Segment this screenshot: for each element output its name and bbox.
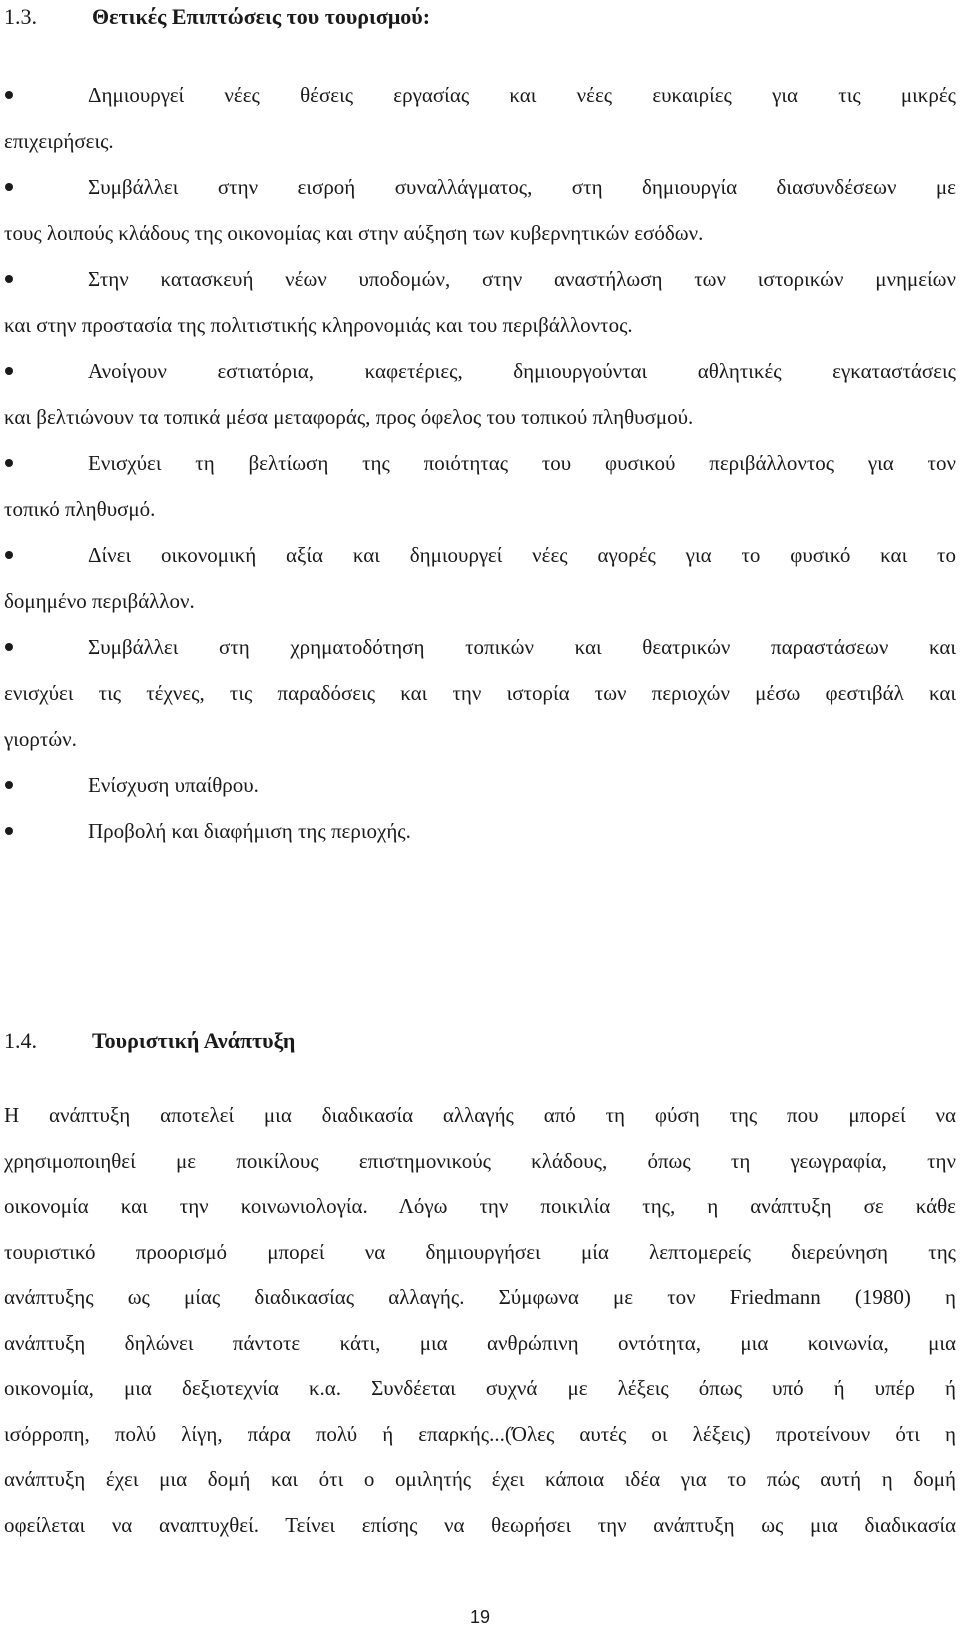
development-paragraph — [4, 1093, 956, 1548]
bullet-icon — [5, 459, 13, 467]
list-item — [0, 762, 960, 808]
list-item-line: δομημένο περιβάλλον. — [4, 589, 195, 613]
paragraph-line: χρησιμοποιηθεί με ποικίλους επιστημονικούς κλάδους, όπως τη γεωγραφία, την — [4, 1148, 956, 1173]
list-item-line: τους λοιπούς κλάδους της οικονομίας και στην αύξηση των κυβερνητικών εσόδων. — [4, 221, 704, 245]
list-item-line: ενισχύει τις τέχνες, τις παραδόσεις και την ιστορία των περιοχών μέσω φεστιβάλ και — [4, 681, 956, 705]
list-item — [0, 348, 960, 440]
list-item — [0, 256, 960, 348]
paragraph-line: τουριστικό προορισμό μπορεί να δημιουργήσει μία λεπτομερείς διερεύνηση της — [4, 1239, 956, 1264]
bullet-icon — [5, 183, 13, 191]
paragraph-line: οικονομία και την κοινωνιολογία. Λόγω την ποικιλία της, η ανάπτυξη σε κάθε — [4, 1194, 956, 1218]
list-item-line: Δημιουργεί νέες θέσεις εργασίας και νέες ευκαιρίες για τις μικρές — [88, 83, 956, 107]
list-item-line: και στην προστασία της πολιτιστικής κληρονομιάς και του περιβάλλοντος. — [4, 313, 633, 337]
list-item-line: Ενισχύει τη βελτίωση της ποιότητας του φυσικού περιβάλλοντος για τον — [88, 451, 956, 475]
page-number: 19 — [469, 1607, 491, 1627]
list-item-line: γιορτών. — [4, 727, 77, 751]
section-number: 1.3. — [4, 4, 37, 29]
list-item-line: Ενίσχυση υπαίθρου. — [88, 773, 259, 797]
paragraph-line: ανάπτυξη έχει μια δομή και ότι ο ομιλητής έχει κάποια ιδέα για το πώς αυτή η δομή — [4, 1467, 956, 1491]
list-item-line: επιχειρήσεις. — [4, 129, 114, 153]
paragraph-line: ισόρροπη, πολύ λίγη, πάρα πολύ ή επαρκής...(Όλες αυτές οι λέξεις) προτείνουν ότι η — [4, 1421, 956, 1446]
paragraph-line: ανάπτυξης ως μίας διαδικασίας αλλαγής. Σύμφωνα με τον Friedmann (1980) η — [4, 1285, 956, 1309]
list-item — [0, 164, 960, 256]
list-item-line: Συμβάλλει στη χρηματοδότηση τοπικών και θεατρικών παραστάσεων και — [88, 635, 956, 659]
paragraph-line: Η ανάπτυξη αποτελεί μια διαδικασία αλλαγής από τη φύση της που μπορεί να — [4, 1103, 956, 1127]
list-item — [0, 624, 960, 762]
list-item-line: Ανοίγουν εστιατόρια, καφετέριες, δημιουργούνται αθλητικές εγκαταστάσεις — [88, 359, 956, 383]
paragraph-line: οικονομία, μια δεξιοτεχνία κ.α. Συνδέεται συχνά με λέξεις όπως υπό ή υπέρ ή — [4, 1376, 956, 1400]
list-item — [0, 808, 960, 854]
bullet-icon — [5, 551, 13, 559]
bullet-icon — [5, 367, 13, 375]
section-number: 1.4. — [4, 1028, 37, 1053]
section-title: Τουριστική Ανάπτυξη — [92, 1028, 296, 1053]
paragraph-line: ανάπτυξη δηλώνει πάντοτε κάτι, μια ανθρώπινη οντότητα, μια κοινωνία, μια — [4, 1330, 956, 1355]
bullet-icon — [5, 275, 13, 283]
positive-effects-list — [0, 72, 960, 854]
bullet-icon — [5, 781, 13, 789]
section-title: Θετικές Επιπτώσεις του τουρισμού: — [92, 4, 431, 29]
list-item — [0, 532, 960, 624]
bullet-icon — [5, 827, 13, 835]
list-item — [0, 440, 960, 532]
list-item-line: Δίνει οικονομική αξία και δημιουργεί νέες αγορές για το φυσικό και το — [88, 543, 956, 567]
list-item-line: Στην κατασκευή νέων υποδομών, στην αναστήλωση των ιστορικών μνημείων — [88, 267, 956, 291]
bullet-icon — [5, 91, 13, 99]
list-item-line: Συμβάλλει στην εισροή συναλλάγματος, στη δημιουργία διασυνδέσεων με — [88, 175, 956, 199]
list-item-line: και βελτιώνουν τα τοπικά μέσα μεταφοράς, προς όφελος του τοπικού πληθυσμού. — [4, 405, 694, 429]
paragraph-line: οφείλεται να αναπτυχθεί. Τείνει επίσης να θεωρήσει την ανάπτυξη ως μια διαδικασία — [4, 1512, 956, 1537]
section-heading-1-3 — [4, 4, 430, 30]
section-heading-1-4 — [4, 1028, 295, 1054]
list-item-line: Προβολή και διαφήμιση της περιοχής. — [88, 819, 411, 843]
bullet-icon — [5, 643, 13, 651]
list-item — [0, 72, 960, 164]
list-item-line: τοπικό πληθυσμό. — [4, 497, 156, 521]
